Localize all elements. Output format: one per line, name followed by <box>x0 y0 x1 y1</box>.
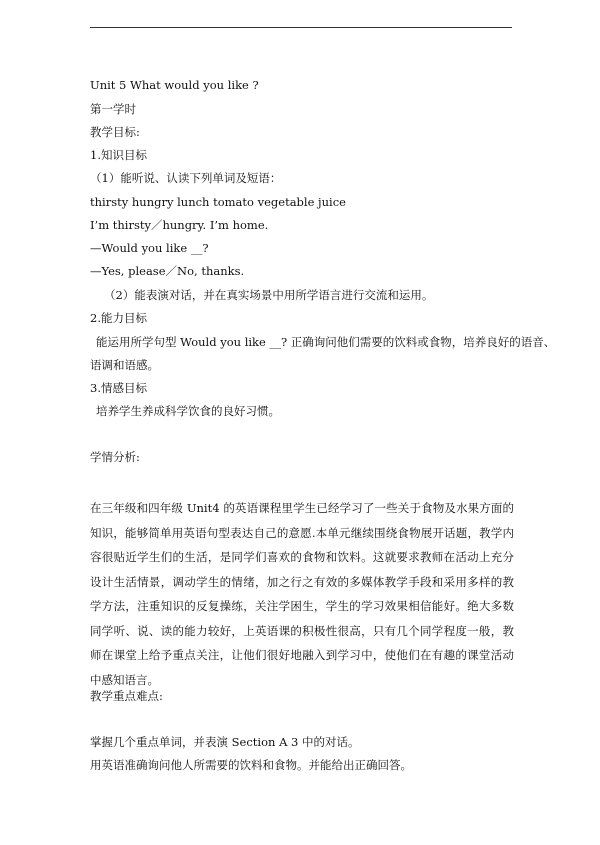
sentence-1: I’m thirsty／hungry. I’m home. <box>90 218 269 232</box>
knowledge-item-1: （1）能听说、认读下列单词及短语： <box>90 171 282 185</box>
knowledge-heading: 1.知识目标 <box>90 148 147 162</box>
sentence-3: —Yes, please／No, thanks. <box>90 264 245 278</box>
lesson-label: 第一学时 <box>90 102 136 116</box>
objectives-heading: 教学目标: <box>90 125 140 139</box>
ability-text-line-1: 能运用所学句型 Would you like __? 正确询问他们需要的饮料或食物，培养良好的语音、 <box>96 335 556 349</box>
key-point-1: 掌握几个重点单词，并表演 Section A 3 中的对话。 <box>90 735 360 749</box>
analysis-heading: 学情分析: <box>90 450 140 464</box>
key-point-2: 用英语准确询问他人所需要的饮料和食物。并能给出正确回答。 <box>90 758 412 772</box>
key-points-heading: 教学重点难点: <box>90 689 163 703</box>
header-rule <box>90 27 512 28</box>
emotion-text: 培养学生养成科学饮食的良好习惯。 <box>96 404 280 418</box>
unit-title: Unit 5 What would you like ? <box>90 78 259 92</box>
ability-heading: 2.能力目标 <box>90 311 147 325</box>
analysis-paragraph: 在三年级和四年级 Unit4 的英语课程里学生已经学习了一些关于食物及水果方面的知识，能够简单用英语句型表达自己的意愿.本单元继续围绕食物展开话题，教学内容很贴近学生们的生活，是同学们喜欢的食物和饮料。这就要求教师在活动上充分设计生活情景，调动学生的情绪，加之行之有效的多媒体教学手段和采用多样的教学方法，注重知识的反复操练，关注学困生，学生的学习效果相信能好。绝大多数同学听、说、读的能力较好，上英语课的积极性很高，只有几个同学程度一般，教师在课堂上给予重点关注，让他们很好地融入到学习中，使他们在有趣的课堂活动中感知语言。 <box>90 501 514 687</box>
emotion-heading: 3.情感目标 <box>90 381 147 395</box>
vocabulary-line: thirsty hungry lunch tomato vegetable juice <box>90 195 346 209</box>
knowledge-item-2: （2）能表演对话，并在真实场景中用所学语言进行交流和运用。 <box>104 288 434 302</box>
ability-text-line-2: 语调和语感。 <box>90 358 159 372</box>
sentence-2: —Would you like __? <box>90 241 209 255</box>
